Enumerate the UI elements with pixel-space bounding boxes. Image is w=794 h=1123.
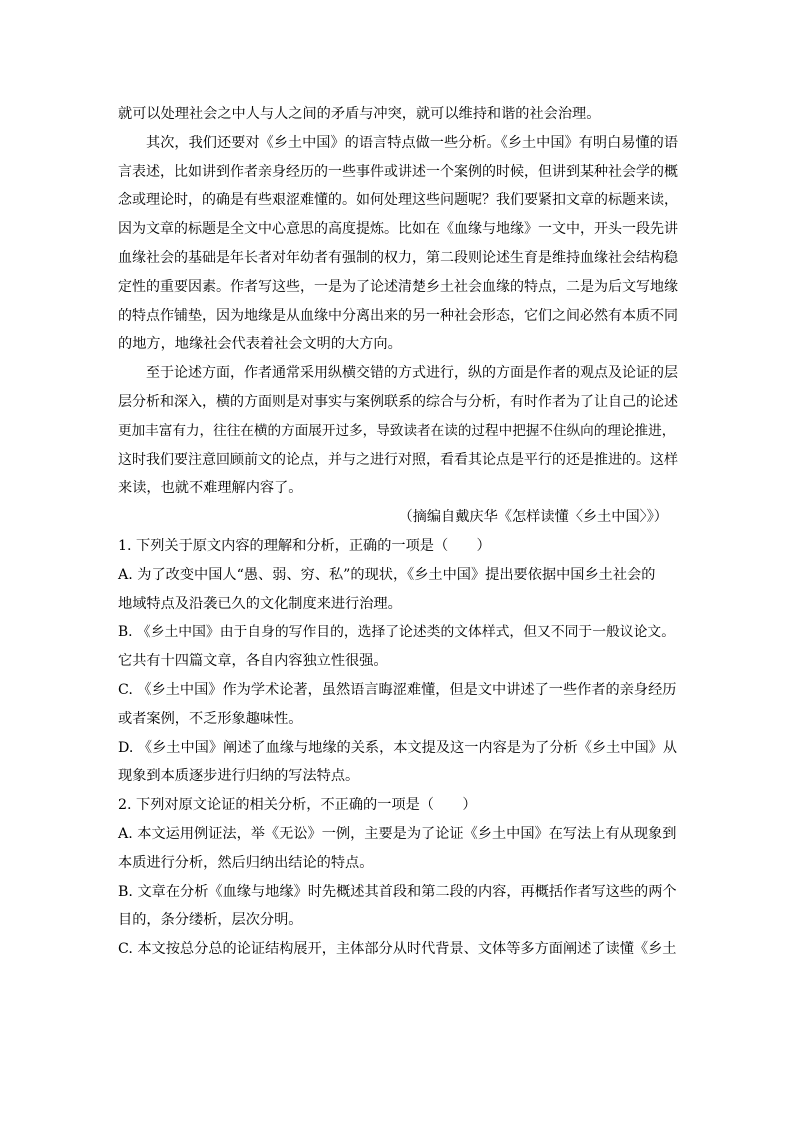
text-line: 言表述，比如讲到作者亲身经历的一些事件或讲述一个案例的时候，但讲到某种社会学的概: [118, 163, 678, 180]
text-line: 或者案例，不乏形象趣味性。: [118, 710, 303, 727]
text-line: 的特点作铺垫，因为地缘是从血缘中分离出来的另一种社会形态，它们之间必然有本质不同: [118, 307, 678, 324]
text-line: 至于论述方面，作者通常采用纵横交错的方式进行，纵的方面是作者的观点及论证的层: [146, 365, 678, 382]
text-line: 现象到本质逐步进行归纳的写法特点。: [118, 768, 360, 785]
text-line: 念或理论时，的确是有些艰涩难懂的。如何处理这些问题呢？我们要紧扣文章的标题来读，: [118, 192, 678, 209]
text-line: D. 《乡土中国》阐述了血缘与地缘的关系，本文提及这一内容是为了分析《乡土中国》从: [118, 739, 678, 756]
text-line: 其次，我们还要对《乡土中国》的语言特点做一些分析。《乡土中国》有明白易懂的语: [146, 134, 679, 151]
text-line: 的地方，地缘社会代表着社会文明的大方向。: [118, 336, 402, 353]
text-line: A. 为了改变中国人“愚、弱、穷、私”的现状，《乡土中国》提出要依据中国乡土社会的: [118, 566, 656, 583]
text-line: 它共有十四篇文章，各自内容独立性很强。: [118, 653, 388, 670]
source-citation: （摘编自戴庆华《怎样读懂〈乡土中国〉》）: [398, 509, 668, 526]
text-line: 因为文章的标题是全文中心意思的高度提炼。比如在《血缘与地缘》一文中，开头一段先讲: [118, 221, 678, 238]
text-line: 血缘社会的基础是年长者对年幼者有强制的权力，第二段则论述生育是维持血缘社会结构稳: [118, 249, 678, 266]
text-line: 地域特点及沿袭已久的文化制度来进行治理。: [118, 595, 402, 612]
text-line: C. 本文按总分总的论证结构展开，主体部分从时代背景、文体等多方面阐述了读懂《乡土: [118, 941, 677, 958]
text-line: 2. 下列对原文论证的相关分析，不正确的一项是（ ）: [118, 797, 477, 814]
text-line: 本质进行分析，然后归纳出结论的特点。: [118, 854, 374, 871]
text-line: 就可以处理社会之中人与人之间的矛盾与冲突，就可以维持和谐的社会治理。: [118, 106, 601, 122]
text-line: 1. 下列关于原文内容的理解和分析，正确的一项是（ ）: [118, 537, 491, 554]
text-line: B. 文章在分析《血缘与地缘》时先概述其首段和第二段的内容，再概括作者写这些的两个: [118, 883, 677, 900]
text-line: 层分析和深入，横的方面则是对事实与案例联系的综合与分析，有时作者为了让自己的论述: [118, 393, 678, 410]
document-page: [118, 100, 678, 964]
text-line: 目的，条分缕析，层次分明。: [118, 912, 303, 929]
text-line: A. 本文运用例证法，举《无讼》一例，主要是为了论证《乡土中国》在写法上有从现象到: [118, 825, 677, 842]
text-line: 这时我们要注意回顾前文的论点，并与之进行对照，看看其论点是平行的还是推进的。这样: [118, 451, 678, 468]
text-line: 更加丰富有力，往往在横的方面展开过多，导致读者在读的过程中把握不住纵向的理论推进，: [118, 422, 676, 439]
text-line: 定性的重要因素。作者写这些，一是为了论述清楚乡土社会血缘的特点，二是为后文写地缘: [118, 278, 678, 295]
text-line: B. 《乡土中国》由于自身的写作目的，选择了论述类的文体样式，但又不同于一般议论文。: [118, 624, 675, 641]
text-line: C. 《乡土中国》作为学术论著，虽然语言晦涩难懂，但是文中讲述了一些作者的亲身经历: [118, 681, 677, 698]
text-line: 来读，也就不难理解内容了。: [118, 480, 303, 497]
